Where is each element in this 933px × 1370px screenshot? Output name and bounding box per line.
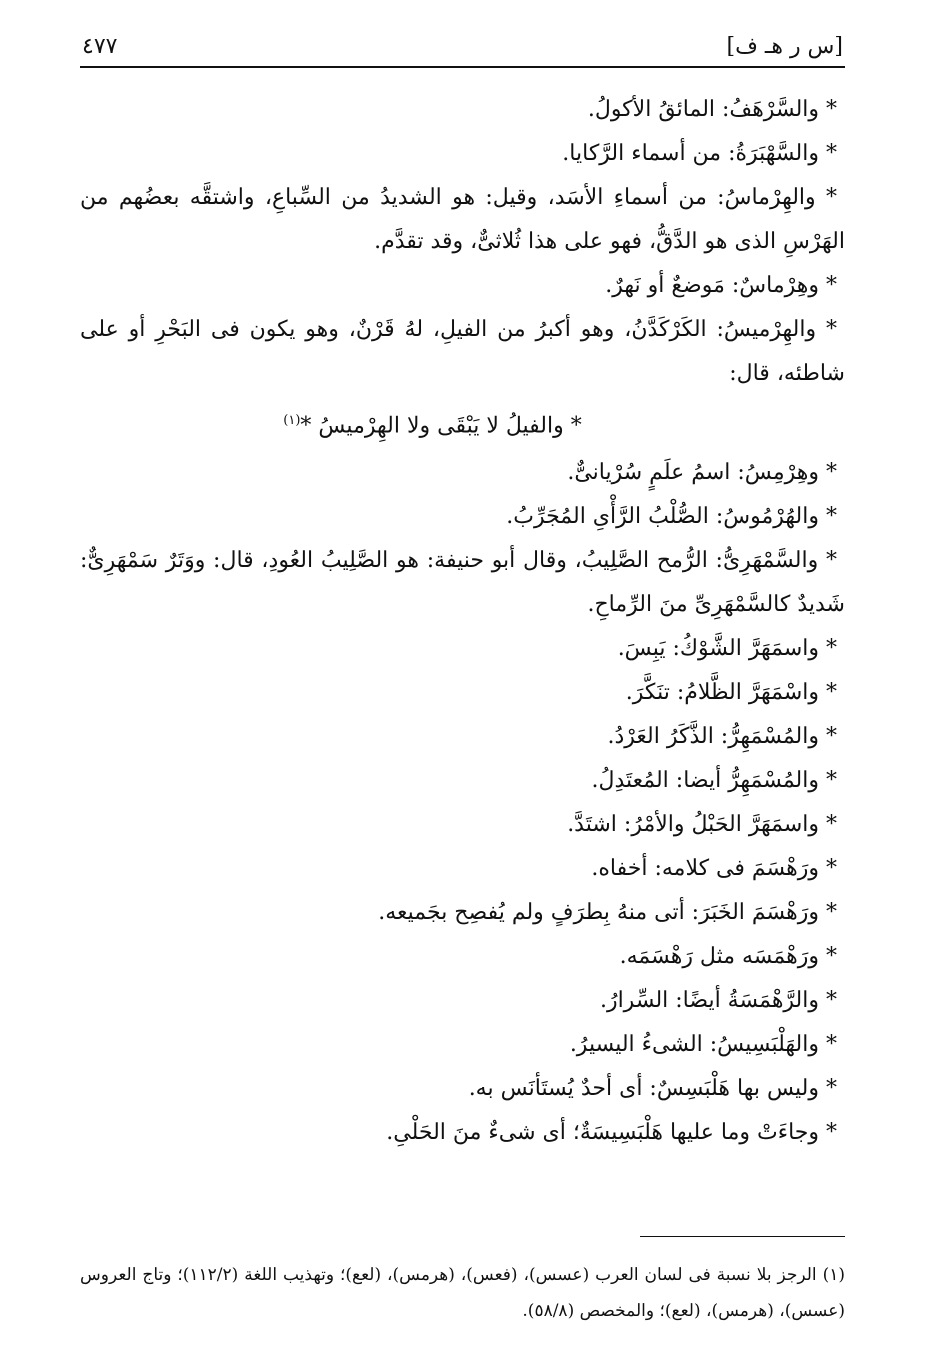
footnote-divider	[640, 1236, 845, 1237]
entry-hirmis-name: * وهِرْمِسُ: اسمُ علَمٍ سُرْيانىٌّ.	[567, 460, 837, 486]
entry-hurmus: * والهُرْمُوسُ: الصُّلْبُ الرَّأْىِ المُجَرِّبُ.	[506, 504, 837, 530]
entry-ismaharra-habl: * واسمَهَرَّ الحَبْلُ والأمْرُ: اشتَدَّ.	[567, 812, 837, 838]
page-header	[80, 30, 845, 68]
entry-samhari: * والسَّمْهَرِىُّ: الرُّمح الصَّلِيبُ، وقال أبو حنيفة: هو الصَّلِيبُ العُودِ، قال: ووَتَرٌ سَمْهَرِىٌّ: شَديدٌ كالسَّمْهَرِىِّ منَ الرِّماحِ.	[80, 548, 845, 618]
entry-halbasis-ahad: * وليس بها هَلْبَسِسٌ: أى أحدٌ يُستَأنَس به.	[468, 1076, 837, 1102]
footnote-marker: (١)	[283, 413, 301, 428]
header-root-letters: [س ر هـ ف]	[726, 34, 843, 59]
entry-halbasis: * والهَلْبَسِيسُ: الشىءُ اليسيرُ.	[569, 1032, 837, 1058]
verse-quote	[80, 396, 845, 451]
entry-ismaharra-shawk: * واسمَهَرَّ الشَّوْكُ: يَبِسَ.	[617, 636, 837, 662]
footnote-text: (١) الرجز بلا نسبة فى لسان العرب (عسس)، (فعس)، (هرمس)، (لعع)؛ وتهذيب اللغة (١١٢/٢)؛ وتاج العروس (عسس)، (هرمس)، (لعع)؛ والمخصص (٥٨/٨).	[80, 1265, 845, 1321]
entry-sahbara: * والسَّهْبَرَةُ: من أسماء الرَّكايا.	[562, 141, 837, 166]
entry-ismaharra-zalam: * واسْمَهَرَّ الظَّلامُ: تنَكَّرَ.	[625, 680, 837, 706]
entries-body	[80, 88, 845, 1155]
entry-halbasisa: * وجاءَتْ وما عليها هَلْبَسِيسَةٌ؛ أى شىءٌ منَ الحَلْىِ.	[386, 1120, 837, 1146]
entry-hirmis: * والهِرْميسُ: الكَرْكَدَّنُ، وهو أكبرُ من الفيلِ، لهُ قَرْنٌ، وهو يكون فى البَحْرِ أو على شاطئه، قال:	[80, 317, 845, 386]
entry-sarhaf: * والسَّرْهَفُ: المائقُ الأكولُ.	[587, 97, 837, 122]
entry-rahmasa-sirar: * والرَّهْمَسَةُ أيضًا: السِّرارُ.	[599, 988, 837, 1014]
entry-musmahirr-also: * والمُسْمَهِرُّ أيضا: المُعتَدِلُ.	[591, 768, 837, 794]
entry-hirmas-place: * وهِرْماسٌ: مَوضعٌ أو نَهرٌ.	[605, 273, 837, 298]
entry-musmahirr: * والمُسْمَهِرُّ: الذَّكَرُ العَرْدُ.	[607, 724, 837, 750]
entry-rahmasa: * ورَهْمَسَه مثل رَهْسَمَه.	[619, 944, 837, 970]
entry-rahsama-khabar: * ورَهْسَمَ الخَبَرَ: أتى منهُ بِطرَفٍ ولم يُفصِح بجَميعه.	[378, 900, 837, 926]
verse-text: * والفيلُ لا يَبْقَى ولا الهِرْميسُ *	[300, 413, 582, 439]
entry-rahsama: * ورَهْسَمَ فى كلامه: أخفاه.	[591, 856, 837, 882]
page-number: ٤٧٧	[82, 34, 118, 59]
entry-hirmas: * والهِرْماسُ: من أسماءِ الأسَد، وقيل: هو الشديدُ من السِّباعِ، واشتقَّه بعضُهم من الهَرْسِ الذى هو الدَّقُّ، فهو على هذا ثُلاثىٌّ، وقد تقدَّم.	[80, 185, 845, 254]
